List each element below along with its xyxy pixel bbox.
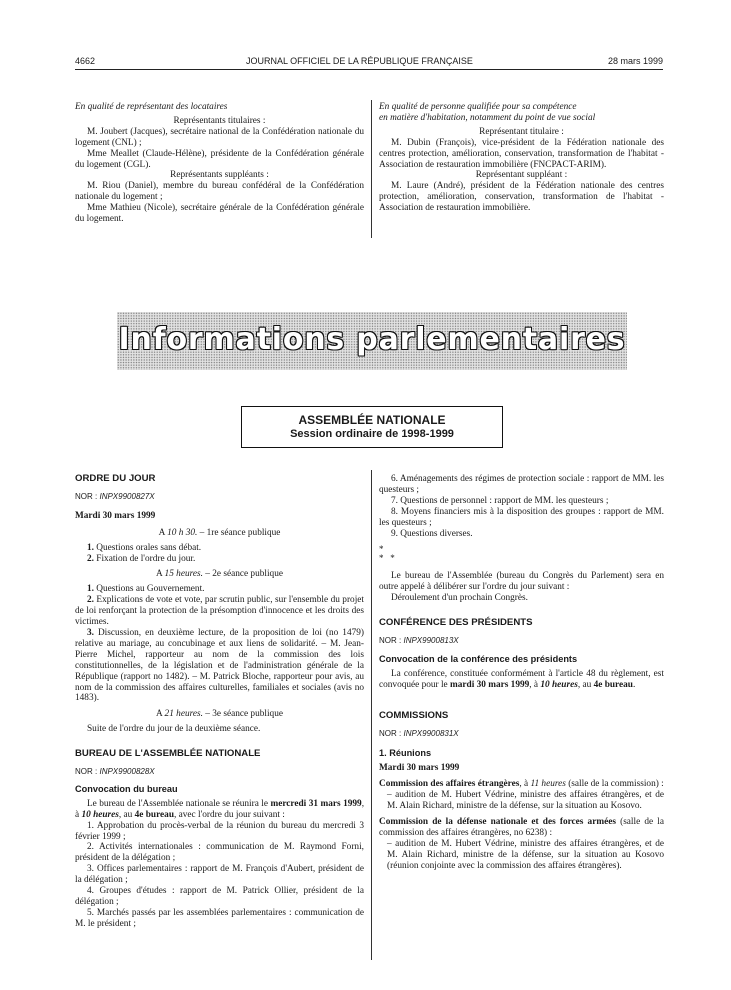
journal-title: JOURNAL OFFICIEL DE LA RÉPUBLIQUE FRANÇAISE <box>246 56 473 66</box>
paragraph: Représentant suppléant : <box>475 170 568 181</box>
nor-reference: NOR : INPX9900828X <box>75 767 155 777</box>
commissions-title: COMMISSIONS <box>379 709 449 721</box>
sitting-heading: A 10 h 30. – 1re séance publique <box>158 527 281 538</box>
paragraph: Le bureau de l'Assemblée nationale se réunira le mercredi 31 mars 1999, à 10 heures, au 4e bureau, avec l'ordre du jour suivant : <box>75 798 365 820</box>
paragraph: Le bureau de l'Assemblée (bureau du Congrès du Parlement) sera en outre appelé à délibérer sur l'ordre du jour suivant : <box>379 571 664 593</box>
separator-star: * <box>379 544 384 555</box>
assembly-box <box>241 406 503 448</box>
list-item: 5. Marchés passés par les assemblées parlementaires : communication de M. le président ; <box>75 907 364 929</box>
list-item: 1. Approbation du procès-verbal de la réunion du bureau du mercredi 3 février 1999 ; <box>75 820 364 842</box>
list-item: 6. Aménagements des régimes de protection sociale : rapport de MM. les questeurs ; <box>379 474 664 495</box>
list-item: – audition de M. Hubert Védrine, ministre des affaires étrangères, et de M. Alain Richard, ministre de la défense, sur la situation au Kosovo (réunion conjointe avec la commission des affaires étrangères). <box>387 838 664 871</box>
bureau-subtitle: Convocation du bureau <box>75 783 178 794</box>
qualified-persons <box>379 102 664 214</box>
paragraph: M. Laure (André), président de la Fédération nationale des centres protection, amélioration, conservation, transformation de l'habitat - Association de restauration immobilière. <box>379 181 664 214</box>
paragraph: Représentants suppléants : <box>170 170 269 181</box>
paragraph: Commission des affaires étrangères, à 11 heures (salle de la commission) : <box>379 779 664 790</box>
bureau-title: BUREAU DE L'ASSEMBLÉE NATIONALE <box>75 748 261 760</box>
paragraph: La conférence, constituée conformément à l'article 48 du règlement, est convoquée pour le mardi 30 mars 1999, à 10 heures, au 4e bureau. <box>379 668 664 690</box>
section-heading: En qualité de personne qualifiée pour sa compétence <box>379 102 577 112</box>
sitting-heading: A 15 heures. – 2e séance publique <box>156 569 283 580</box>
paragraph: Déroulement d'un prochain Congrès. <box>391 593 528 604</box>
paragraph: M. Dubin (François), vice-président de la Fédération nationale des centres protection, amélioration, conservation, transformation de l'habitat - Association de restauration immobilière (FNCPACT-ARIM). <box>379 137 664 170</box>
paragraph: Suite de l'ordre du jour de la deuxième séance. <box>87 724 261 735</box>
conference-subtitle: Convocation de la conférence des présidents <box>379 653 578 664</box>
banner-title: Informations parlementaires <box>118 322 626 357</box>
paragraph: Mme Meallet (Claude-Hélène), présidente de la Confédération générale du logement (CGL). <box>75 148 364 170</box>
right-column <box>379 474 664 872</box>
paragraph: Commission de la défense nationale et des forces armées (salle de la commission des affaires étrangères, no 6238) : <box>379 817 664 838</box>
list-item: 2. Activités internationales : communication de M. Raymond Forni, président de la délégation ; <box>75 842 364 864</box>
nor-reference: NOR : INPX9900831X <box>379 728 459 738</box>
section-heading: En qualité de représentant des locataires <box>75 102 228 112</box>
ordre-du-jour-title: ORDRE DU JOUR <box>75 473 156 484</box>
paragraph: Mme Mathieu (Nicole), secrétaire générale de la Confédération générale du logement. <box>75 203 364 225</box>
running-header <box>75 56 663 68</box>
paragraph: M. Riou (Daniel), membre du bureau confédéral de la Confédération nationale du logement ; <box>75 181 364 203</box>
list-item: 2. Explications de vote et vote, par scrutin public, sur l'ensemble du projet de loi renforçant la protection de la présomption d'innocence et les droits des victimes. <box>75 595 364 628</box>
list-item: 1. Questions orales sans débat. <box>87 542 202 553</box>
page-number: 4662 <box>75 56 96 66</box>
sitting-heading: A 21 heures. – 3e séance publique <box>156 709 283 720</box>
meeting-date: Mardi 30 mars 1999 <box>379 763 460 774</box>
paragraph: Représentant titulaire : <box>479 126 564 137</box>
nor-reference: NOR : INPX9900813X <box>379 636 459 646</box>
tenant-representatives <box>75 102 364 225</box>
column-divider <box>371 100 372 238</box>
separator-stars: * * <box>379 553 395 564</box>
list-item: 1. Questions au Gouvernement. <box>87 584 205 595</box>
column-divider <box>371 470 372 960</box>
paragraph: Représentants titulaires : <box>173 115 266 126</box>
section-banner <box>117 312 627 370</box>
list-item: 4. Groupes d'études : rapport de M. Patrick Ollier, président de la délégation ; <box>75 886 364 907</box>
paragraph: M. Joubert (Jacques), secrétaire national de la Confédération nationale du logement (CNL) ; <box>75 126 364 148</box>
list-item: 7. Questions de personnel : rapport de MM. les questeurs ; <box>391 495 609 506</box>
issue-date: 28 mars 1999 <box>607 56 663 66</box>
header-rule <box>75 69 663 70</box>
nor-reference: NOR : INPX9900827X <box>75 491 155 501</box>
section-heading: en matière d'habitation, notamment du point de vue social <box>379 112 596 123</box>
sitting-date: Mardi 30 mars 1999 <box>75 510 156 521</box>
list-item: – audition de M. Hubert Védrine, ministre des affaires étrangères, et de M. Alain Richard, ministre de la défense, sur la situation au Kosovo. <box>387 790 664 812</box>
list-item: 3. Discussion, en deuxième lecture, de la proposition de loi (no 1479) relative au mariage, au concubinage et aux liens de solidarité. – M. Jean-Pierre Michel, rapporteur au nom de la commission des lois constitutionnelles, de la législation et de l'administration générale de la République (rapport no 1482). – M. Patrick Bloche, rapporteur pour avis, au nom de la commission des affaires culturelles, familiales et sociales (avis no 1483). <box>75 627 364 704</box>
list-item: 8. Moyens financiers mis à la disposition des groupes : rapport de MM. les questeurs ; <box>379 506 664 528</box>
list-item: 2. Fixation de l'ordre du jour. <box>87 553 196 564</box>
left-column <box>75 474 364 930</box>
session-title: Session ordinaire de 1998-1999 <box>290 428 454 440</box>
commissions-subtitle: 1. Réunions <box>379 747 432 758</box>
list-item: 9. Questions diverses. <box>391 528 473 539</box>
conference-title: CONFÉRENCE DES PRÉSIDENTS <box>379 617 533 629</box>
assembly-title: ASSEMBLÉE NATIONALE <box>298 413 446 427</box>
list-item: 3. Offices parlementaires : rapport de M. François d'Aubert, président de la délégation ; <box>75 864 364 886</box>
